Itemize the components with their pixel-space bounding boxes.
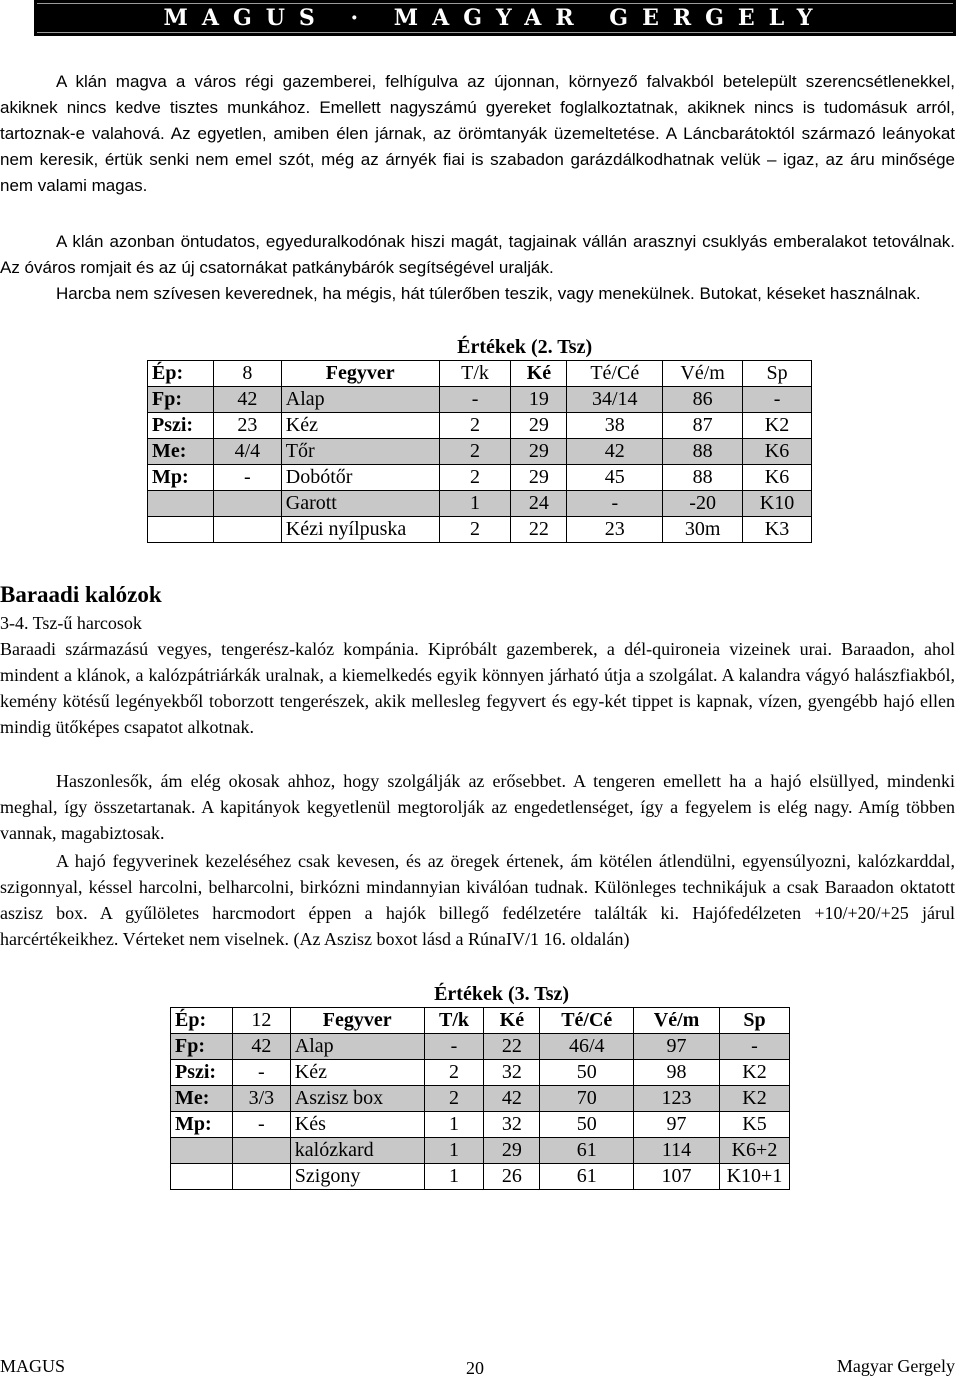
table-cell: 2 bbox=[424, 1086, 484, 1112]
baraadi-paragraph-3: A hajó fegyverinek kezeléséhez csak kevesen, és az öregek értenek, ám kötélen átlendülni, egyensúlyozni, kalózkarddal, szigonnyal, késsel harcolni, belharcolni, birkózni mindannyian kiválóan tudnak. Különleges technikájuk a csak Baraadon oktatott aszisz box. A gyűlöletes harcmodort éppen a hajók billegő fedélzetére találták ki. Hajófedélzeten +10/+20/+25 járul harcértékeikhez. Vérteket nem viselnek. (Az Aszisz boxot lásd a RúnaIV/1 16. oldalán) bbox=[0, 851, 955, 949]
table-cell: 1 bbox=[439, 491, 511, 517]
table-cell: 23 bbox=[567, 517, 663, 543]
weapon-name: Aszisz box bbox=[290, 1086, 424, 1112]
table-cell: 86 bbox=[663, 387, 743, 413]
table-cell: K6+2 bbox=[719, 1138, 789, 1164]
table-cell: 61 bbox=[540, 1164, 634, 1190]
table-cell: - bbox=[743, 387, 812, 413]
table-cell: K2 bbox=[719, 1086, 789, 1112]
table-cell: K5 bbox=[719, 1112, 789, 1138]
weapon-name: Kézi nyílpuska bbox=[281, 517, 439, 543]
column-header: Ké bbox=[484, 1008, 540, 1034]
weapon-name: Tőr bbox=[281, 439, 439, 465]
stat-label: Fp: bbox=[171, 1034, 233, 1060]
table-row bbox=[171, 1034, 790, 1060]
stat-label: Mp: bbox=[148, 465, 214, 491]
stat-label bbox=[171, 1138, 233, 1164]
stat-value: - bbox=[232, 1112, 290, 1138]
table-cell: 97 bbox=[634, 1034, 720, 1060]
stat-label: Mp: bbox=[171, 1112, 233, 1138]
table-row bbox=[148, 491, 812, 517]
table-cell: 2 bbox=[424, 1060, 484, 1086]
table-cell: 87 bbox=[663, 413, 743, 439]
table-row bbox=[148, 517, 812, 543]
stat-label bbox=[171, 1164, 233, 1190]
table-cell: K3 bbox=[743, 517, 812, 543]
table-row bbox=[171, 1086, 790, 1112]
table-cell: 19 bbox=[511, 387, 567, 413]
table-cell: K6 bbox=[743, 439, 812, 465]
footer-right-text: Magyar Gergely bbox=[836, 1356, 955, 1376]
stat-value: 8 bbox=[213, 361, 281, 387]
table-cell: 50 bbox=[540, 1112, 634, 1138]
table-cell: 30m bbox=[663, 517, 743, 543]
table-cell: K6 bbox=[743, 465, 812, 491]
stat-value: 23 bbox=[213, 413, 281, 439]
table-header-row bbox=[148, 361, 812, 387]
table-cell: 98 bbox=[634, 1060, 720, 1086]
stat-value: 4/4 bbox=[213, 439, 281, 465]
table-row bbox=[148, 465, 812, 491]
header-banner bbox=[34, 0, 956, 36]
section-subtitle: 3-4. Tsz-ű harcosok bbox=[0, 613, 142, 633]
stat-value bbox=[213, 517, 281, 543]
stat-value bbox=[213, 491, 281, 517]
stat-value: - bbox=[232, 1060, 290, 1086]
table-cell: 107 bbox=[634, 1164, 720, 1190]
klan-stats-table bbox=[147, 335, 812, 543]
column-header: T/k bbox=[439, 361, 511, 387]
table-row bbox=[148, 387, 812, 413]
table-cell: - bbox=[719, 1034, 789, 1060]
weapon-name: Kés bbox=[290, 1112, 424, 1138]
column-header: Té/Cé bbox=[567, 361, 663, 387]
page-number: 20 bbox=[466, 1358, 484, 1378]
weapon-name: Kéz bbox=[290, 1060, 424, 1086]
table-cell: K2 bbox=[743, 413, 812, 439]
table-cell: K10+1 bbox=[719, 1164, 789, 1190]
table-row bbox=[148, 413, 812, 439]
column-header: Té/Cé bbox=[540, 1008, 634, 1034]
table-cell: - bbox=[439, 387, 511, 413]
table-row bbox=[171, 1060, 790, 1086]
table-cell: -20 bbox=[663, 491, 743, 517]
stat-label bbox=[148, 517, 214, 543]
table-cell: - bbox=[567, 491, 663, 517]
table-row bbox=[171, 1138, 790, 1164]
table-cell: 88 bbox=[663, 465, 743, 491]
table-cell: 114 bbox=[634, 1138, 720, 1164]
table-cell: 50 bbox=[540, 1060, 634, 1086]
table-row bbox=[171, 1112, 790, 1138]
stat-value: 12 bbox=[232, 1008, 290, 1034]
weapon-name: Alap bbox=[290, 1034, 424, 1060]
column-header: Vé/m bbox=[663, 361, 743, 387]
stat-value: 42 bbox=[213, 387, 281, 413]
section-title: Baraadi kalózok bbox=[0, 582, 162, 607]
table-cell: 24 bbox=[511, 491, 567, 517]
stat-label: Pszi: bbox=[171, 1060, 233, 1086]
table-cell: 22 bbox=[484, 1034, 540, 1060]
table-cell: 45 bbox=[567, 465, 663, 491]
table-cell: 1 bbox=[424, 1138, 484, 1164]
table-cell: 61 bbox=[540, 1138, 634, 1164]
table-cell: 2 bbox=[439, 465, 511, 491]
table-cell: 2 bbox=[439, 439, 511, 465]
baraadi-stats-table bbox=[170, 982, 790, 1190]
weapon-name: Alap bbox=[281, 387, 439, 413]
baraadi-table-title: Értékek (3. Tsz) bbox=[434, 983, 570, 1005]
table-cell: 2 bbox=[439, 517, 511, 543]
stat-value bbox=[232, 1138, 290, 1164]
table-cell: 42 bbox=[567, 439, 663, 465]
footer-left-text: MAGUS bbox=[0, 1356, 66, 1376]
table-cell: 29 bbox=[484, 1138, 540, 1164]
table-title-row bbox=[148, 335, 812, 361]
baraadi-paragraph-2: Haszonlesők, ám elég okosak ahhoz, hogy szolgálják az erősebbet. A tengeren emellett ha a hajó elsüllyed, mindenki meghal, így összetartanak. A kapitányok kegyetlenül megtorolják az engedetlenséget, így a fegyelem is elég nagy. Amíg többen vannak, magabiztosak. bbox=[0, 771, 955, 843]
weapon-name: Dobótőr bbox=[281, 465, 439, 491]
table-cell: 2 bbox=[439, 413, 511, 439]
stat-label: Ép: bbox=[148, 361, 214, 387]
table-title-row bbox=[171, 982, 790, 1008]
table-cell: 34/14 bbox=[567, 387, 663, 413]
stat-label: Pszi: bbox=[148, 413, 214, 439]
table-cell: 32 bbox=[484, 1060, 540, 1086]
stat-label bbox=[148, 491, 214, 517]
stat-label: Me: bbox=[148, 439, 214, 465]
stat-value: 42 bbox=[232, 1034, 290, 1060]
column-header: Fegyver bbox=[281, 361, 439, 387]
column-header: Vé/m bbox=[634, 1008, 720, 1034]
baraadi-paragraph-1: Baraadi származású vegyes, tengerész-kalóz kompánia. Kipróbált gazemberek, a dél-quironeia vizeinek urai. Baraadon, ahol mindent a klánok, a kalózpátriárkák uralnak, a kiemelkedés egyik könnyen járható útja a szolgálat. A kalandra vágyó halászfiakból, kemény kötésű legényekből toborzott tengerészek, akik mellesleg fegyvert és egy-két tippet is kapnak, vízen, gyengébb hajó ellen mindig ütőképes csapatot alkotnak. bbox=[0, 639, 955, 737]
column-header: Sp bbox=[719, 1008, 789, 1034]
klan-paragraph-1: A klán magva a város régi gazemberei, felhígulva az újonnan, környező falvakból betelepült szerencsétlenekkel, akiknek nincs kedve tisztes munkához. Emellett nagyszámú gyereket foglalkoztatnak, akiknek nincs is tudomásuk arról, tartoznak-e valahová. Az egyetlen, amiben élen járnak, az örömtanyák üzemeltetése. A Láncbarátoktól származó leányokat nem keresik, értük senki nem emel szót, még az árnyék fiai is szabadon garázdálkodhatnak velük – igaz, az áru minősége nem valami magas. bbox=[0, 72, 955, 195]
klan-table-title: Értékek (2. Tsz) bbox=[457, 336, 593, 358]
table-cell: 26 bbox=[484, 1164, 540, 1190]
stat-label: Me: bbox=[171, 1086, 233, 1112]
table-cell: 97 bbox=[634, 1112, 720, 1138]
table-cell: 29 bbox=[511, 465, 567, 491]
stat-label: Ép: bbox=[171, 1008, 233, 1034]
table-cell: 38 bbox=[567, 413, 663, 439]
column-header: T/k bbox=[424, 1008, 484, 1034]
table-cell: 46/4 bbox=[540, 1034, 634, 1060]
table-header-row bbox=[171, 1008, 790, 1034]
stat-value: - bbox=[213, 465, 281, 491]
table-cell: K10 bbox=[743, 491, 812, 517]
column-header: Sp bbox=[743, 361, 812, 387]
table-cell: 123 bbox=[634, 1086, 720, 1112]
klan-paragraph-2: A klán azonban öntudatos, egyeduralkodónak hiszi magát, tagjainak vállán arasznyi csuklyás emberalakot tetoválnak. Az óváros romjait és az új csatornákat patkánybárók segítségével uralják. bbox=[0, 232, 955, 277]
table-cell: K2 bbox=[719, 1060, 789, 1086]
weapon-name: Garott bbox=[281, 491, 439, 517]
banner-text: MAGUS · MAGYAR GERGELY bbox=[163, 5, 827, 31]
weapon-name: Kéz bbox=[281, 413, 439, 439]
table-row bbox=[148, 439, 812, 465]
column-header: Ké bbox=[511, 361, 567, 387]
table-cell: 29 bbox=[511, 439, 567, 465]
table-cell: 29 bbox=[511, 413, 567, 439]
table-cell: 42 bbox=[484, 1086, 540, 1112]
table-cell: 1 bbox=[424, 1112, 484, 1138]
stat-label: Fp: bbox=[148, 387, 214, 413]
table-cell: 1 bbox=[424, 1164, 484, 1190]
stat-value: 3/3 bbox=[232, 1086, 290, 1112]
weapon-name: Szigony bbox=[290, 1164, 424, 1190]
klan-paragraph-3: Harcba nem szívesen keverednek, ha mégis, hát túlerőben teszik, vagy menekülnek. Butokat, késeket használnak. bbox=[56, 284, 921, 303]
table-cell: - bbox=[424, 1034, 484, 1060]
table-cell: 32 bbox=[484, 1112, 540, 1138]
table-cell: 88 bbox=[663, 439, 743, 465]
stat-value bbox=[232, 1164, 290, 1190]
weapon-name: kalózkard bbox=[290, 1138, 424, 1164]
table-cell: 70 bbox=[540, 1086, 634, 1112]
column-header: Fegyver bbox=[290, 1008, 424, 1034]
table-cell: 22 bbox=[511, 517, 567, 543]
table-row bbox=[171, 1164, 790, 1190]
